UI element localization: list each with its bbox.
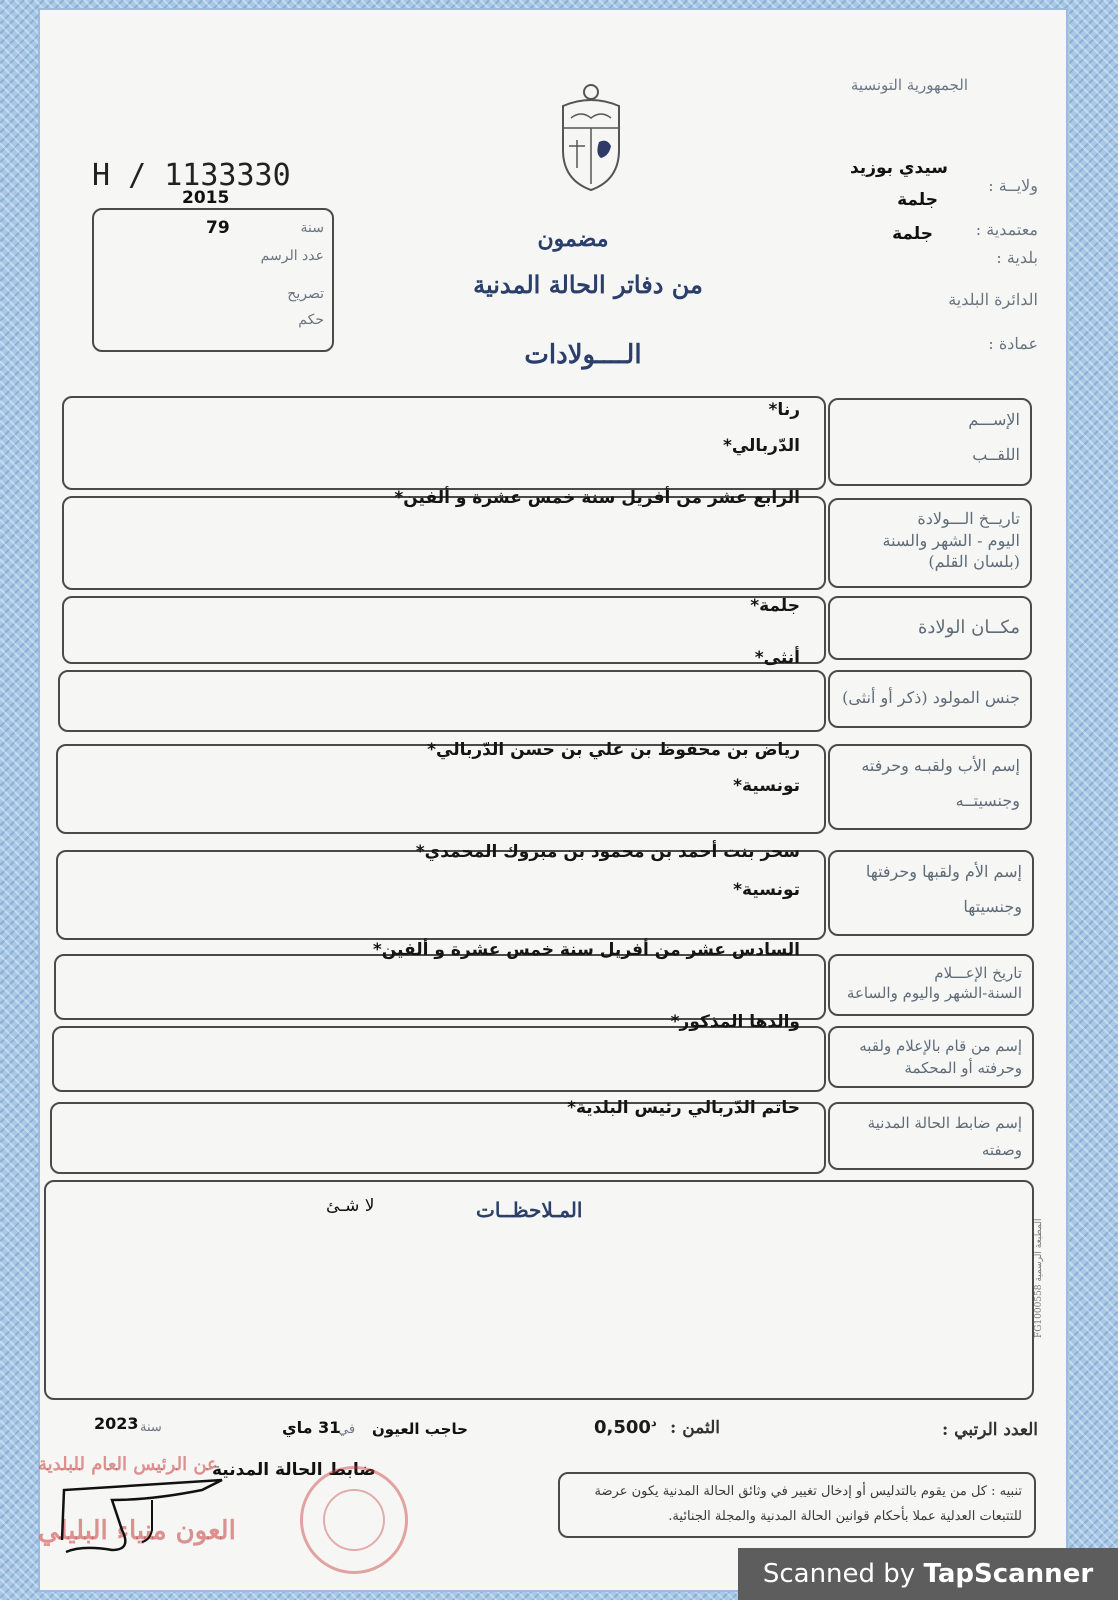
price-label: الثمن : <box>670 1418 720 1438</box>
declarant-label-box <box>828 1026 1034 1088</box>
issue-year-value: 2023 <box>94 1414 139 1433</box>
name-label-box <box>828 398 1032 486</box>
declarant-profession-label: وحرفته أو المحكمة <box>904 1058 1022 1077</box>
name-label: الإســـم <box>968 410 1020 429</box>
stamp-name-text: العون منياء البليلي <box>38 1516 236 1546</box>
sex-label-box <box>828 670 1032 728</box>
birth-date-label-box <box>828 498 1032 588</box>
mother-nationality-value: تونسية* <box>733 880 800 900</box>
issue-year-label: سنة <box>140 1420 162 1435</box>
registry-record-number-value: 79 <box>206 218 230 238</box>
registry-record-number-label: عدد الرسم <box>260 248 324 264</box>
remarks-box <box>44 1180 1034 1400</box>
declarant-label: إسم من قام بالإعلام ولقبه <box>859 1037 1022 1055</box>
wilaya-value: سيدي بوزيد <box>849 158 948 178</box>
document-title: مضمون <box>537 226 609 252</box>
delegation-value: جلمة <box>897 190 938 210</box>
mother-name-value: سحر بنت أحمد بن محمود بن مبروك المحمدي* <box>415 842 800 862</box>
scanner-brand: TapScanner <box>923 1559 1094 1589</box>
officer-label-box <box>828 1102 1034 1170</box>
mother-label-box <box>828 850 1034 936</box>
birth-place-label: مكــان الولادة <box>917 617 1020 638</box>
date-prefix: في <box>338 1422 356 1437</box>
stamp-authority-text: عن الرئيس العام للبلدية <box>38 1454 218 1475</box>
officer-label: إسم ضابط الحالة المدنية <box>867 1114 1022 1132</box>
serial-value: 1133330 <box>164 158 291 193</box>
father-name-value: رياض بن محفوظ بن علي بن حسن الدّربالي* <box>427 740 800 760</box>
sex-value: أنثى* <box>754 648 800 668</box>
remarks-value: لا شـئ <box>326 1196 375 1216</box>
officer-signature-label: ضابط الحالة المدنية <box>212 1460 376 1480</box>
surname-value: الدّربالي* <box>722 436 800 456</box>
officer-value: حاتم الدّربالي رئيس البلدية* <box>567 1098 800 1118</box>
registry-year-label: سنة <box>300 220 324 236</box>
father-nationality-label: وجنسيتــه <box>955 790 1020 810</box>
mother-label: إسم الأم ولقبها وحرفتها <box>865 862 1022 881</box>
issue-place: حاجب العيون <box>372 1420 468 1438</box>
sex-label: جنس المولود (ذكر أو أنثى) <box>842 688 1020 707</box>
scanner-prefix: Scanned by <box>762 1559 924 1589</box>
price-unit: د <box>650 1416 657 1429</box>
municipality-value: جلمة <box>892 224 933 244</box>
surname-label: اللقــب <box>972 444 1020 464</box>
father-label: إسم الأب ولقبـه وحرفته <box>861 756 1020 775</box>
birth-place-value: جلمة* <box>750 596 800 616</box>
father-label-box <box>828 744 1032 830</box>
declaration-date-value: السادس عشر من أفريل سنة خمس عشرة و ألفين* <box>372 940 800 960</box>
birth-certificate-sheet <box>38 8 1068 1592</box>
republic-header: الجمهورية التونسية <box>850 76 968 94</box>
official-seal-stamp <box>300 1466 408 1574</box>
price-value: 0,500 <box>594 1417 651 1438</box>
handwritten-signature-icon <box>52 1460 232 1560</box>
serial-prefix: H / <box>92 158 147 193</box>
birth-date-value: الرابع عشر من أفريل سنة خمس عشرة و ألفين* <box>394 488 800 508</box>
tunisia-coat-of-arms-icon <box>553 80 629 194</box>
declaration-date-label-box <box>828 954 1034 1016</box>
declaration-date-label: تاريخ الإعـــلام <box>934 964 1022 982</box>
sex-value-box <box>58 670 826 732</box>
birth-date-label: تاريــخ الـــولادة <box>917 509 1020 528</box>
birth-place-value-box <box>62 596 826 664</box>
registry-declaration-label: تصريح <box>287 286 324 302</box>
omda-label: عمادة : <box>988 334 1038 353</box>
mother-nationality-label: وجنسيتها <box>963 896 1022 916</box>
declaration-date-value-box <box>54 954 826 1020</box>
remarks-label: المـلاحظــات <box>476 1198 583 1222</box>
first-name-value: رنا* <box>768 400 800 420</box>
wilaya-label: ولايــة : <box>988 176 1038 195</box>
registry-year-value: 2015 <box>182 188 230 208</box>
registry-box <box>92 208 334 352</box>
municipality-label: بلدية : <box>996 248 1038 267</box>
municipal-district-label: الدائرة البلدية <box>948 290 1038 309</box>
father-nationality-value: تونسية* <box>733 776 800 796</box>
name-value-box <box>62 396 826 490</box>
declarant-value: والدها المذكور* <box>670 1012 800 1032</box>
officer-title-label: وصفته <box>981 1141 1022 1160</box>
price-value-group <box>594 1416 657 1438</box>
birth-date-words-label: (بلسان القلم) <box>928 552 1020 572</box>
delegation-label: معتمدية : <box>975 220 1038 239</box>
birth-date-format-label: اليوم - الشهر والسنة <box>882 530 1020 550</box>
births-title: الــــولادات <box>524 340 642 370</box>
registry-judgment-label: حكم <box>298 312 324 328</box>
legal-notice: تنبيه : كل من يقوم بالتدليس أو إدخال تغيير في وثائق الحالة المدنية يكون عرضة للتتبعات العدلية عملا بأحكام قوانين الحالة المدنية والمجلة الجنائية. <box>558 1472 1036 1538</box>
serial-order-label: العدد الرتبي : <box>941 1420 1038 1440</box>
printer-side-text: المطبعة الرسمية FG1000558 <box>1034 1218 1044 1338</box>
birth-place-label-box <box>828 596 1032 660</box>
scanner-watermark <box>738 1548 1118 1600</box>
document-subtitle: من دفاتر الحالة المدنية <box>473 270 703 299</box>
birth-date-value-box <box>62 496 826 590</box>
declaration-date-format-label: السنة-الشهر واليوم والساعة <box>846 983 1022 1002</box>
declarant-value-box <box>52 1026 826 1092</box>
issue-day-month: 31 ماي <box>282 1418 341 1437</box>
mother-value-box <box>56 850 826 940</box>
